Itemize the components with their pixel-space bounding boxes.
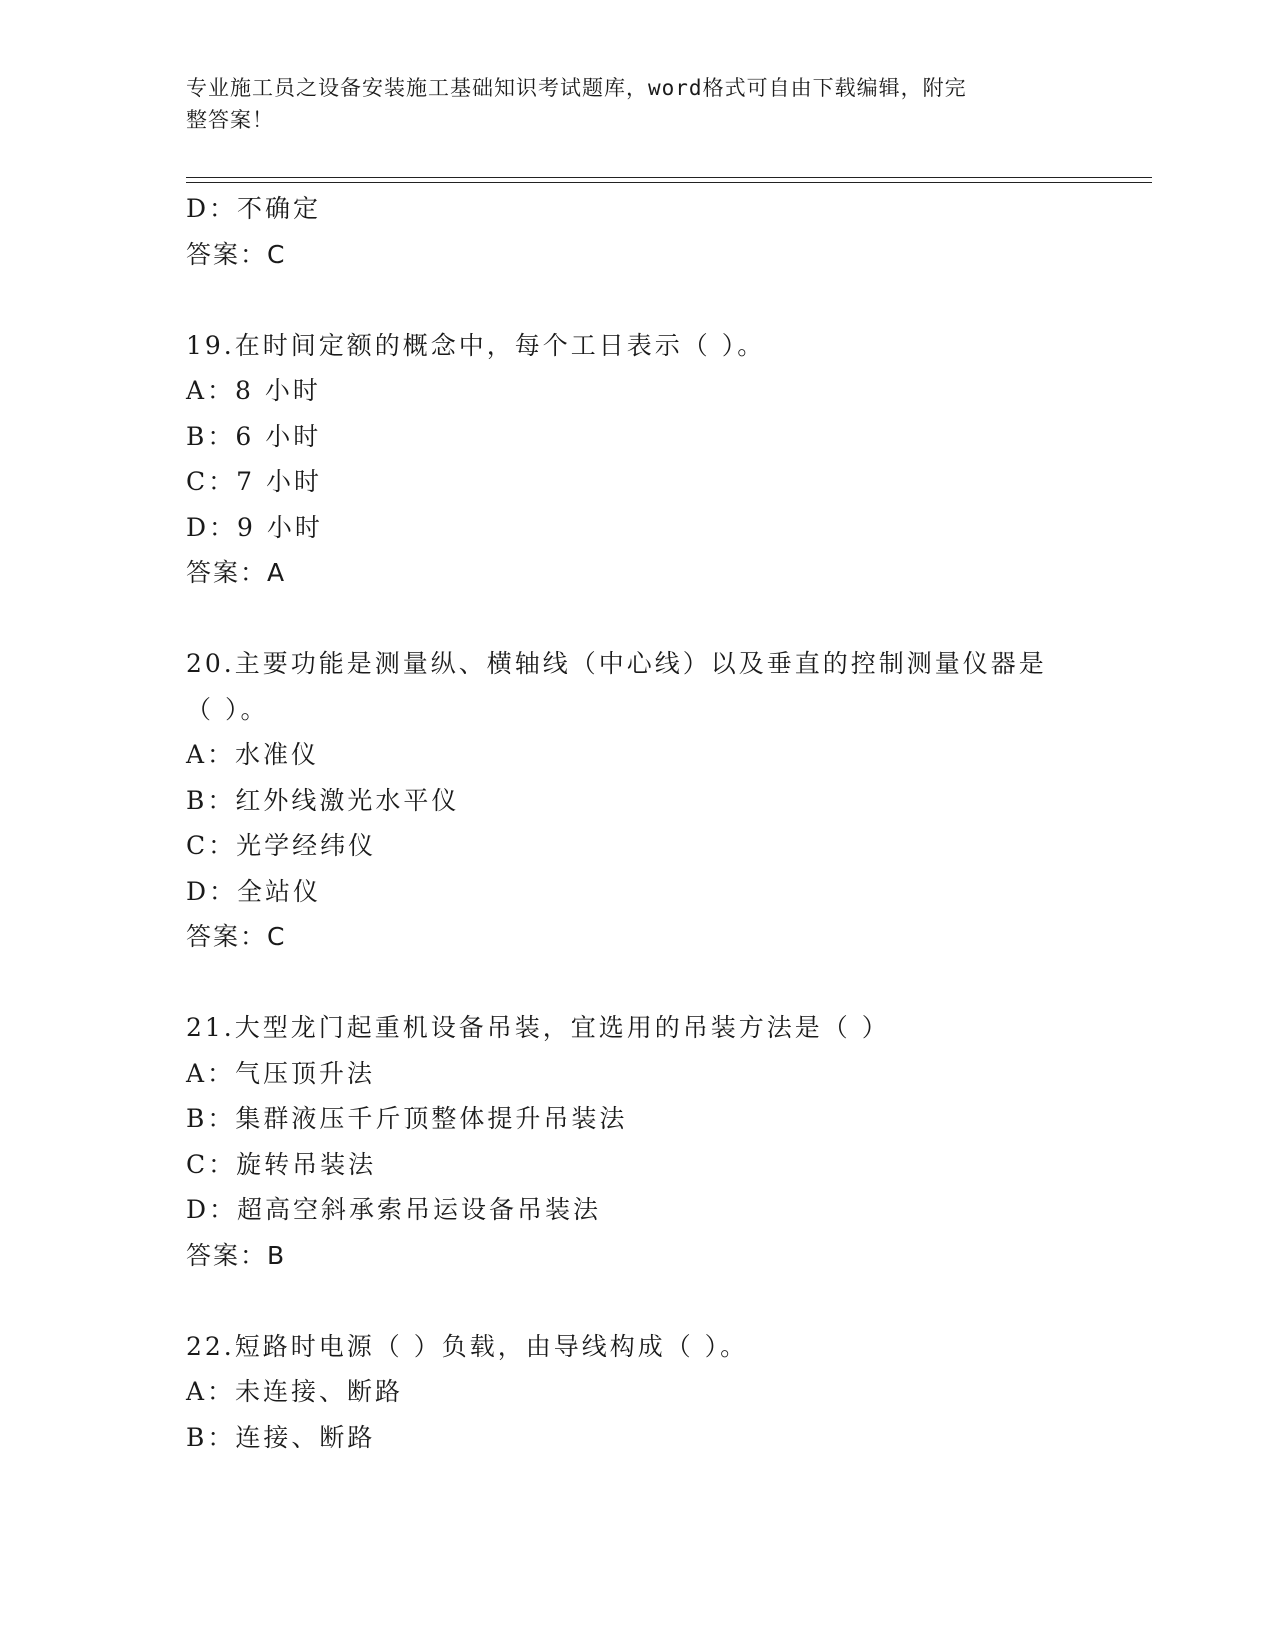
question-text: 21.大型龙门起重机设备吊装，宜选用的吊装方法是（ ） [186,1013,890,1042]
block-spacer [186,1278,1146,1324]
option-b: B：集群液压千斤顶整体提升吊装法 [186,1104,628,1133]
document-header [186,72,1066,136]
option-b: B：红外线激光水平仪 [186,785,460,815]
question-text: 19.在时间定额的概念中，每个工日表示（ ）。 [186,330,766,360]
block-spacer [186,960,1146,1006]
option-a: A：未连接、断路 [186,1377,404,1406]
block-spacer [186,596,1146,642]
question-list [186,186,1146,1460]
question-text: 22.短路时电源（ ）负载，由导线构成（ ）。 [186,1331,749,1361]
option-b: B：连接、断路 [186,1422,376,1452]
option-a: A：8 小时 [186,376,321,405]
block-spacer [186,277,1146,323]
option-b: B：6 小时 [186,421,322,451]
option-d: D：全站仪 [186,876,322,906]
header-line-1: 专业施工员之设备安装施工基础知识考试题库，word格式可自由下载编辑，附完 [186,76,967,100]
question-block-21 [186,1005,1146,1278]
answer-line: 答案：C [186,922,287,951]
option-d: D：超高空斜承索吊运设备吊装法 [186,1195,602,1224]
header-line-2: 整答案！ [186,108,274,132]
option-c: C：7 小时 [186,467,322,496]
question-text: 20.主要功能是测量纵、横轴线（中心线）以及垂直的控制测量仪器是 [186,649,1047,678]
question-block-18 [186,186,1146,277]
option-d: D：不确定 [186,194,322,223]
option-a: A：气压顶升法 [186,1058,376,1088]
question-text-continued: （ ）。 [186,694,269,724]
question-block-19 [186,323,1146,596]
option-c: C：光学经纬仪 [186,831,377,860]
question-block-20 [186,641,1146,960]
answer-line: 答案：A [186,558,287,587]
option-c: C：旋转吊装法 [186,1149,377,1179]
option-d: D：9 小时 [186,512,323,542]
option-a: A：水准仪 [186,740,320,769]
question-block-22 [186,1324,1146,1461]
header-rule-bottom [186,182,1152,183]
answer-line: 答案：B [186,1240,287,1270]
answer-line: 答案：C [186,239,287,269]
header-rule-top [186,177,1152,178]
